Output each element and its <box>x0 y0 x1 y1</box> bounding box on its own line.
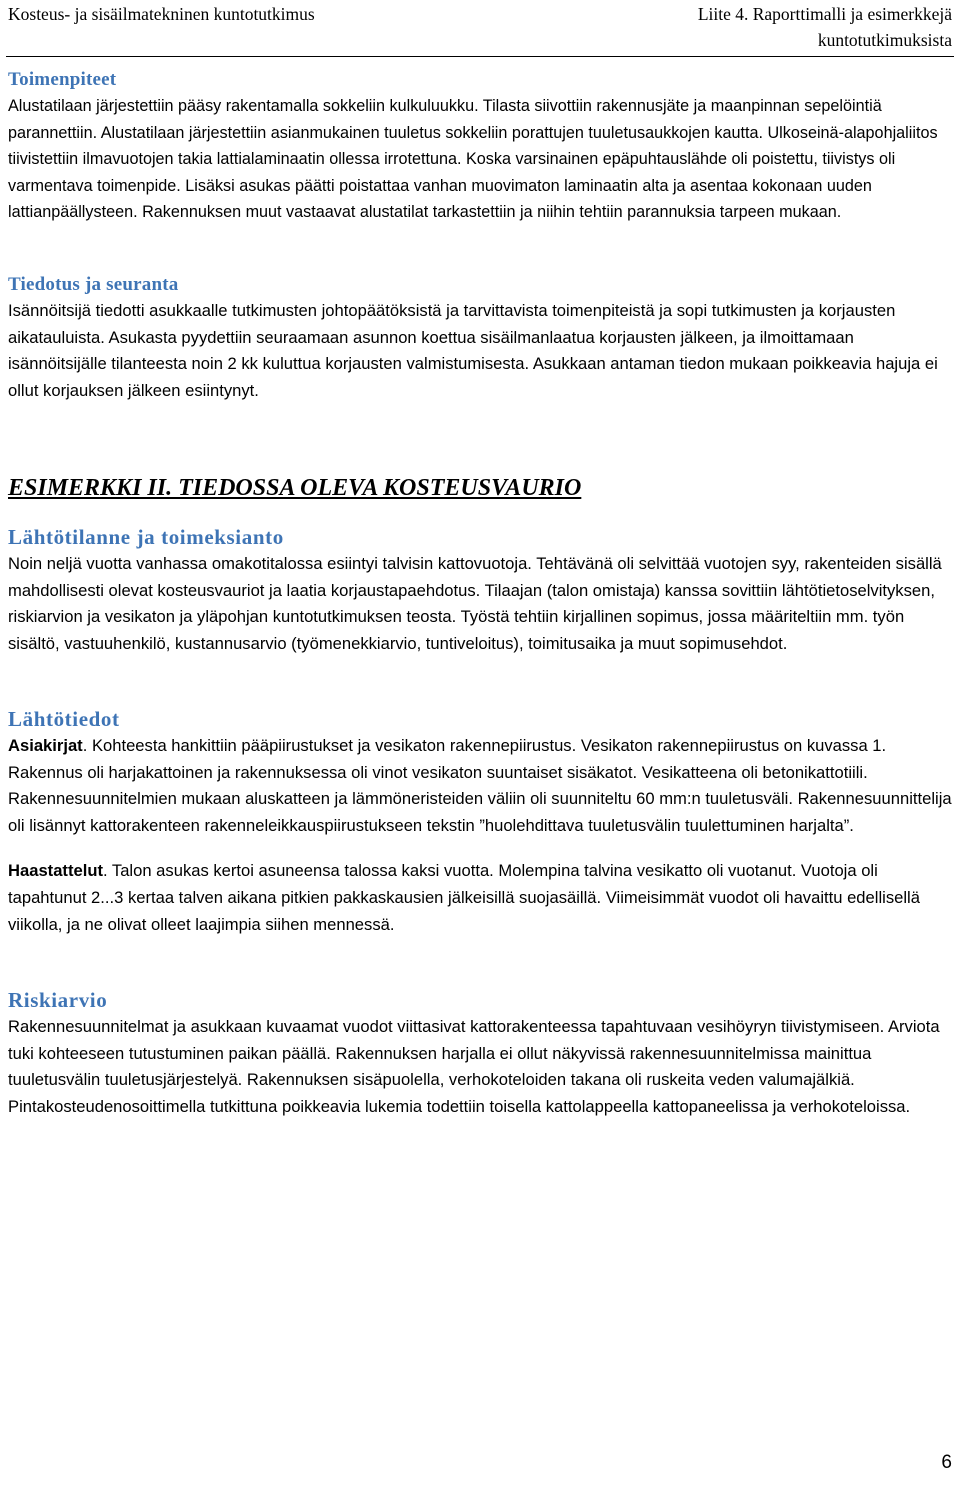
header-document-title: Kosteus- ja sisäilmatekninen kuntotutkimus <box>8 4 315 24</box>
haastattelut-text: . Talon asukas kertoi asuneensa talossa kaksi vuotta. Molempina talvina vesikatto oli vuotanut. Vuotoja oli tapahtunut 2...3 kertaa talven aikana pitkien pakkaskausien jälkeisillä suojasäillä. Viimeisimmät vuodot oli havaittu edellisellä viikolla, ja ne olivat olleet laajimpia siihen mennessä. <box>8 861 920 934</box>
paragraph-riskiarvio: Rakennesuunnitelmat ja asukkaan kuvaamat vuodot viittasivat kattorakenteessa tapahtuvaan vesihöyryn tiivistymiseen. Arviota tuki kohteeseen tutustuminen paikan päällä. Rakennuksen harjalla ei ollut näkyvissä rakennesuunnitelmissa mainittua tuuletusvälin tuuletusjärjestelyä. Rakennuksen sisäpuolella, verhokoteloiden takana oli ruskeita veden valumajälkiä. Pintakosteudenosoittimella tutkittuna poikkeavia lukemia todettiin toisella kattolappeella kattopaneelissa ja verhokoteloissa. <box>8 1017 940 1116</box>
section-lahtotilanne <box>8 524 952 657</box>
header-appendix-line-2: kuntotutkimuksista <box>817 30 952 50</box>
asiakirjat-label: Asiakirjat <box>8 736 83 755</box>
example-title-block <box>8 473 952 503</box>
asiakirjat-text: . Kohteesta hankittiin pääpiirustukset ja vesikaton rakennepiirustus. Vesikaton rakennepiirustus on kuvassa 1. Rakennus oli harjakattoinen ja rakennuksessa oli vinot vesikaton suuntaiset sisäkatot. Vesikatteena oli betonikattotiili. Rakennesuunnitelmien mukaan aluskatteen ja lämmöneristeiden väliin oli suunniteltu 60 mm:n tuuletusväli. Rakennesuunnittelija oli lisännyt kattorakenteen rakenneleikkauspiirustukseen tekstin ”huolehdittava tuuletusvälin tuulettuminen harjalta”. <box>8 736 952 835</box>
section-tiedotus <box>8 272 952 404</box>
section-riskiarvio <box>8 987 952 1120</box>
page-number: 6 <box>941 1452 952 1473</box>
section-toimenpiteet <box>8 67 952 226</box>
header-appendix-title <box>698 1 952 53</box>
paragraph-tiedotus: Isännöitsijä tiedotti asukkaalle tutkimusten johtopäätöksistä ja tarvittavista toimenpiteistä ja sopi tutkimusten ja korjausten aikatauluista. Asukasta pyydettiin seuraamaan asunnon koettua sisäilmanlaatua korjausten jälkeen, ja ilmoittamaan isännöitsijälle tilanteesta noin 2 kk kuluttua korjausten valmistumisesta. Asukkaan antaman tiedon mukaan poikkeavia hajuja ei ollut korjauksen jälkeen esiintynyt. <box>8 301 938 400</box>
paragraph-asiakirjat <box>8 733 952 839</box>
haastattelut-label: Haastattelut <box>8 861 103 881</box>
header-divider <box>6 56 954 57</box>
heading-toimenpiteet: Toimenpiteet <box>8 69 117 90</box>
heading-riskiarvio: Riskiarvio <box>8 988 108 1012</box>
heading-lahtotilanne: Lähtötilanne ja toimeksianto <box>8 525 284 549</box>
header-appendix-line-1: Liite 4. Raporttimalli ja esimerkkejä <box>697 4 952 24</box>
page-header <box>0 0 960 58</box>
section-lahtotiedot <box>8 706 952 938</box>
paragraph-toimenpiteet: Alustatilaan järjestettiin pääsy rakentamalla sokkeliin kulkuluukku. Tilasta siivottiin rakennusjäte ja maanpinnan sepelöintiä parannettiin. Alustatilaan järjestettiin asianmukainen tuuletus sokkeliin porattujen tuuletusaukkojen kautta. Ulkoseinä-alapohjaliitos tiivistettiin ilmavuotojen takia lattialaminaatin ollessa irrotettuna. Koska varsinainen epäpuhtauslähde oli poistettu, tiivistys oli varmentava toimenpide. Lisäksi asukas päätti poistattaa vanhan muovimaton laminaatin alta ja asentaa kokonaan uuden lattianpäällysteen. Rakennuksen muut vastaavat alustatilat tarkastettiin ja niihin tehtiin parannuksia tarpeen mukaan. <box>8 97 938 221</box>
heading-lahtotiedot: Lähtötiedot <box>8 707 120 731</box>
heading-tiedotus: Tiedotus ja seuranta <box>8 274 179 295</box>
paragraph-lahtotilanne: Noin neljä vuotta vanhassa omakotitalossa esiintyi talvisin kattovuotoja. Tehtävänä oli selvittää vuotojen syy, rakenteiden sisällä mahdollisesti olevat kosteusvauriot ja laatia korjaustapaehdotus. Tilaajan (talon omistaja) kanssa sovittiin lähtötietoselvityksen, riskiarvion ja vesikaton ja yläpohjan kuntotutkimuksen teosta. Työstä tehtiin kirjallinen sopimus, jossa määriteltiin mm. työn sisältö, vastuuhenkilö, kustannusarvio (työmenekkiarvio, tuntiveloitus), toimitusaika ja muut sopimusehdot. <box>8 554 942 653</box>
paragraph-haastattelut <box>8 858 952 938</box>
example-title: ESIMERKKI II. TIEDOSSA OLEVA KOSTEUSVAURIO <box>8 475 582 501</box>
